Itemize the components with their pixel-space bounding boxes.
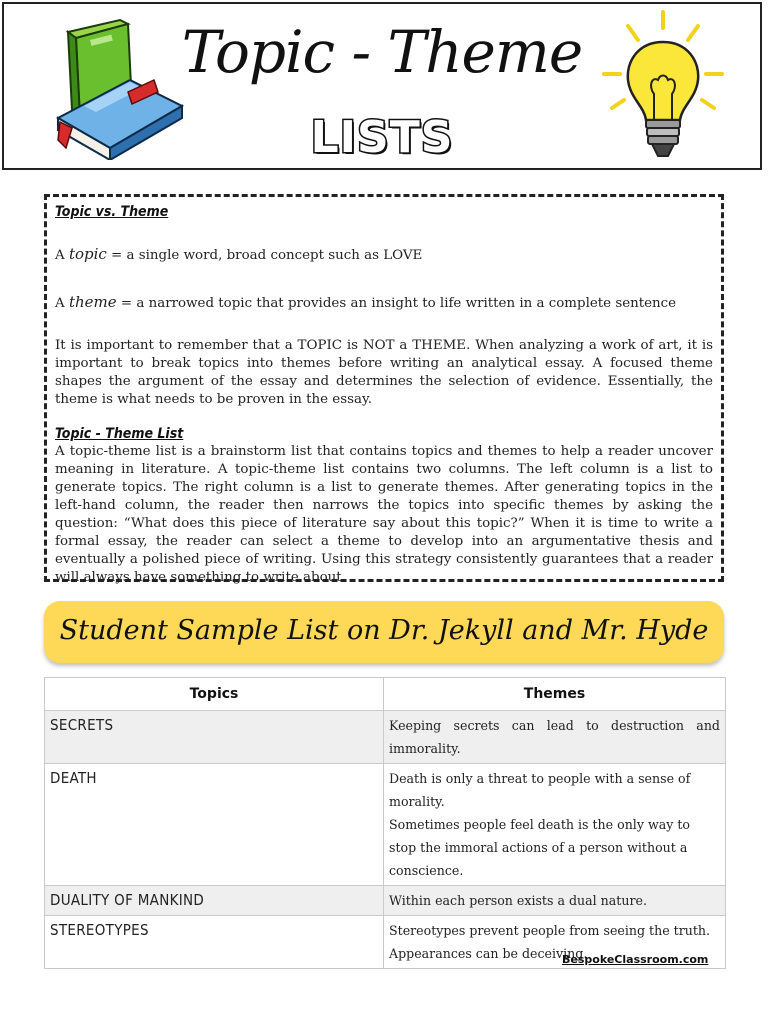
theme-statement: Stereotypes prevent people from seeing the truth. [389, 923, 711, 938]
table-header-row [45, 678, 726, 711]
theme-statement: Sometimes people feel death is the only way to stop the immoral actions of a person without a conscience. [389, 817, 691, 878]
theme-statement: Death is only a threat to people with a sense of morality. [389, 771, 691, 809]
topic-definition: A topic = a single word, broad concept such as LOVE [55, 245, 423, 263]
topic-cell: SECRETS [45, 711, 384, 764]
column-header-topics: Topics [45, 678, 384, 711]
topic-cell: DUALITY OF MANKIND [45, 886, 384, 916]
table-row [45, 886, 726, 916]
topic-theme-table [44, 677, 726, 969]
topic-vs-theme-paragraph: It is important to remember that a TOPIC is NOT a THEME. When analyzing a work of art, it is important to break topics into themes before writing an analytical essay. A focused theme shapes the argument of the essay and determines the selection of evidence. Essentially, the theme is what needs to be proven in the essay. [55, 338, 713, 407]
sample-list-title: Student Sample List on Dr. Jekyll and Mr. Hyde [59, 615, 709, 646]
section-heading-topic-vs-theme: Topic vs. Theme [55, 204, 169, 220]
theme-statement: Within each person exists a dual nature. [389, 893, 647, 908]
theme-definition: A theme = a narrowed topic that provides an insight to life written in a complete sentence [55, 293, 677, 311]
page-title-block: LISTS [310, 112, 454, 163]
column-header-themes: Themes [384, 678, 726, 711]
light-bulb-icon [598, 8, 728, 168]
header-banner [2, 2, 762, 170]
topic-cell: STEREOTYPES [45, 916, 384, 969]
theme-term: theme [68, 293, 117, 311]
page-title-script: Topic - Theme [181, 18, 583, 86]
topic-theme-list-paragraph: A topic-theme list is a brainstorm list that contains topics and themes to help a reader uncover meaning in literature. A topic-theme list contains two columns. The left column is a list to generate topics. The right column is a list to generate themes. After generating topics in the left-hand column, the reader then narrows the topics into specific themes by asking the question: “What does this piece of literature say about this topic?” When it is time to write a formal essay, the reader can select a theme to develop into an argumentative thesis and eventually a polished piece of writing. Using this strategy consistently guarantees that a reader will always have something to write about. [55, 444, 713, 585]
sample-list-banner [44, 601, 724, 663]
theme-statement: Appearances can be deceiving. [389, 946, 588, 961]
topic-term: topic [68, 245, 107, 263]
footer-credit-link[interactable]: BespokeClassroom.com [562, 953, 709, 966]
intro-box [44, 194, 724, 585]
table-row [45, 764, 726, 886]
theme-statement: Keeping secrets can lead to destruction and immorality. [389, 718, 720, 756]
theme-cell [384, 764, 726, 886]
section-heading-topic-theme-list: Topic - Theme List [55, 426, 184, 442]
theme-cell [384, 711, 726, 764]
topic-cell: DEATH [45, 764, 384, 886]
table-row [45, 711, 726, 764]
theme-cell [384, 886, 726, 916]
